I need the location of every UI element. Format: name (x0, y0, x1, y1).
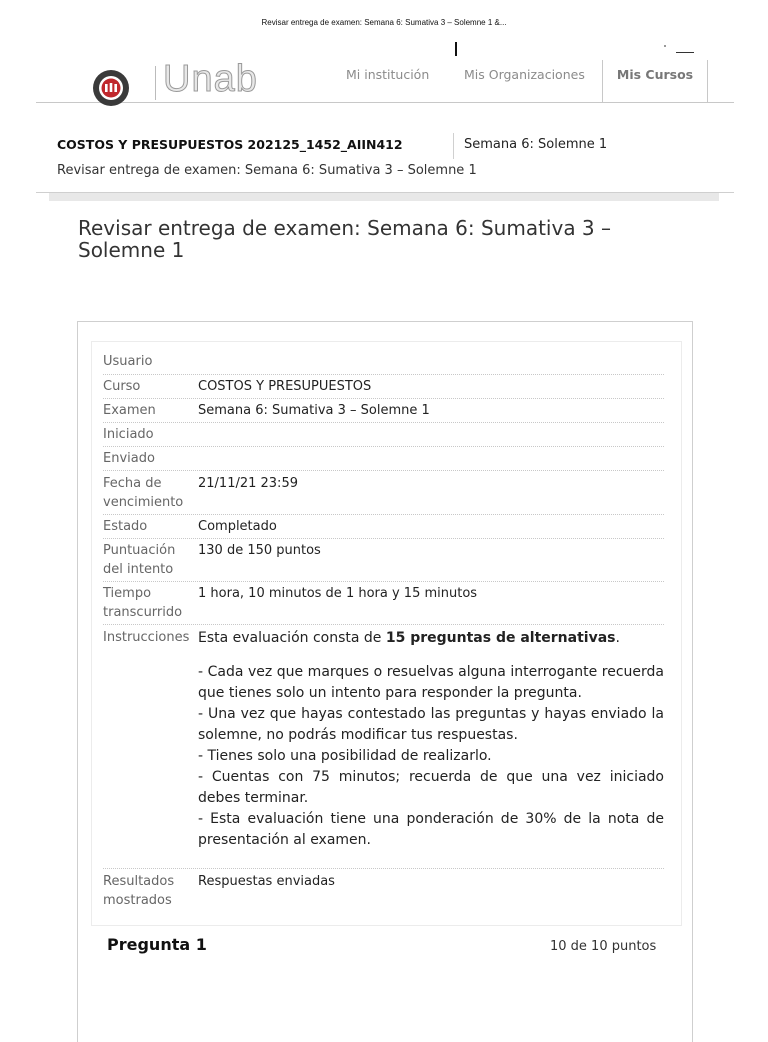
breadcrumb-section[interactable]: Semana 6: Solemne 1 (464, 137, 608, 152)
detail-label: Curso (103, 379, 141, 394)
detail-value: Completado (198, 519, 277, 534)
detail-label: Resultados mostrados (103, 874, 175, 908)
detail-row-curso (103, 377, 664, 399)
site-header (36, 60, 734, 103)
text-cursor (455, 42, 457, 56)
detail-value: 1 hora, 10 minutos de 1 hora y 15 minutos (198, 586, 478, 601)
detail-row-usuario (103, 352, 664, 375)
detail-label: Fecha de vencimiento (103, 476, 184, 510)
detail-label: Iniciado (103, 427, 154, 442)
instruction-line: - Cada vez que marques o resuelvas alguna interrogante recuerda que tienes solo un intento para responder la pregunta. (198, 664, 664, 701)
document-title: Revisar entrega de examen: Semana 6: Sumativa 3 – Solemne 1 &... (261, 18, 507, 27)
page-title: Revisar entrega de examen: Semana 6: Sumativa 3 – Solemne 1 (78, 216, 612, 262)
artifact-dash (676, 52, 694, 53)
detail-value: COSTOS Y PRESUPUESTOS (198, 379, 372, 394)
detail-value: 21/11/21 23:59 (198, 476, 298, 491)
instruction-line: - Una vez que hayas contestado las preguntas y hayas enviado la solemne, no podrás modificar tus respuestas. (198, 706, 664, 743)
detail-label: Estado (103, 519, 148, 534)
detail-row-enviado (103, 449, 664, 471)
breadcrumb-course[interactable]: COSTOS Y PRESUPUESTOS 202125_1452_AIIN412 (57, 137, 403, 152)
question-points: 10 de 10 puntos (550, 939, 657, 954)
detail-row-fecha-vencimiento (103, 474, 664, 515)
detail-row-instrucciones (103, 628, 664, 869)
breadcrumb-current-page: Revisar entrega de examen: Semana 6: Sumativa 3 – Solemne 1 (57, 163, 477, 178)
nav-tab-mi-institucion[interactable]: Mi institución (346, 67, 430, 82)
instructions-body (198, 662, 664, 851)
breadcrumb-divider (453, 133, 454, 159)
instruction-line: - Tienes solo una posibilidad de realizarlo. (198, 748, 492, 764)
detail-label: Puntuación del intento (103, 543, 176, 577)
detail-row-tiempo (103, 584, 664, 625)
detail-label: Tiempo transcurrido (103, 586, 183, 620)
detail-label: Enviado (103, 451, 155, 466)
logo-wordmark[interactable]: Unab (163, 58, 258, 100)
detail-value: Semana 6: Sumativa 3 – Solemne 1 (198, 403, 430, 418)
instruction-line: - Cuentas con 75 minutos; recuerda de que una vez iniciado debes terminar. (198, 769, 664, 806)
detail-label: Usuario (103, 354, 153, 369)
detail-label: Examen (103, 403, 156, 418)
detail-row-iniciado (103, 425, 664, 447)
artifact-dot (664, 45, 666, 47)
unab-logo-icon[interactable] (91, 68, 131, 108)
detail-row-estado (103, 517, 664, 539)
logo-divider (155, 66, 156, 100)
instruction-line: - Esta evaluación tiene una ponderación de 30% de la nota de presentación al examen. (198, 811, 664, 848)
instructions-intro-bold: 15 preguntas de alternativas (385, 630, 616, 646)
nav-tab-mis-cursos[interactable] (602, 60, 708, 102)
detail-value: Respuestas enviadas (198, 874, 335, 889)
detail-row-puntuacion (103, 541, 664, 582)
instructions-intro-prefix: Esta evaluación consta de (198, 630, 386, 646)
instructions-intro (198, 628, 664, 649)
nav-tab-mis-cursos-label: Mis Cursos (616, 67, 694, 82)
detail-row-examen (103, 401, 664, 423)
content-top-band (49, 193, 719, 201)
detail-label: Instrucciones (103, 630, 190, 645)
detail-value: 130 de 150 puntos (198, 543, 321, 558)
instructions-intro-suffix: . (615, 630, 620, 646)
nav-tab-mis-organizaciones[interactable]: Mis Organizaciones (464, 67, 585, 82)
detail-row-resultados (103, 872, 664, 912)
question-title: Pregunta 1 (107, 935, 207, 954)
